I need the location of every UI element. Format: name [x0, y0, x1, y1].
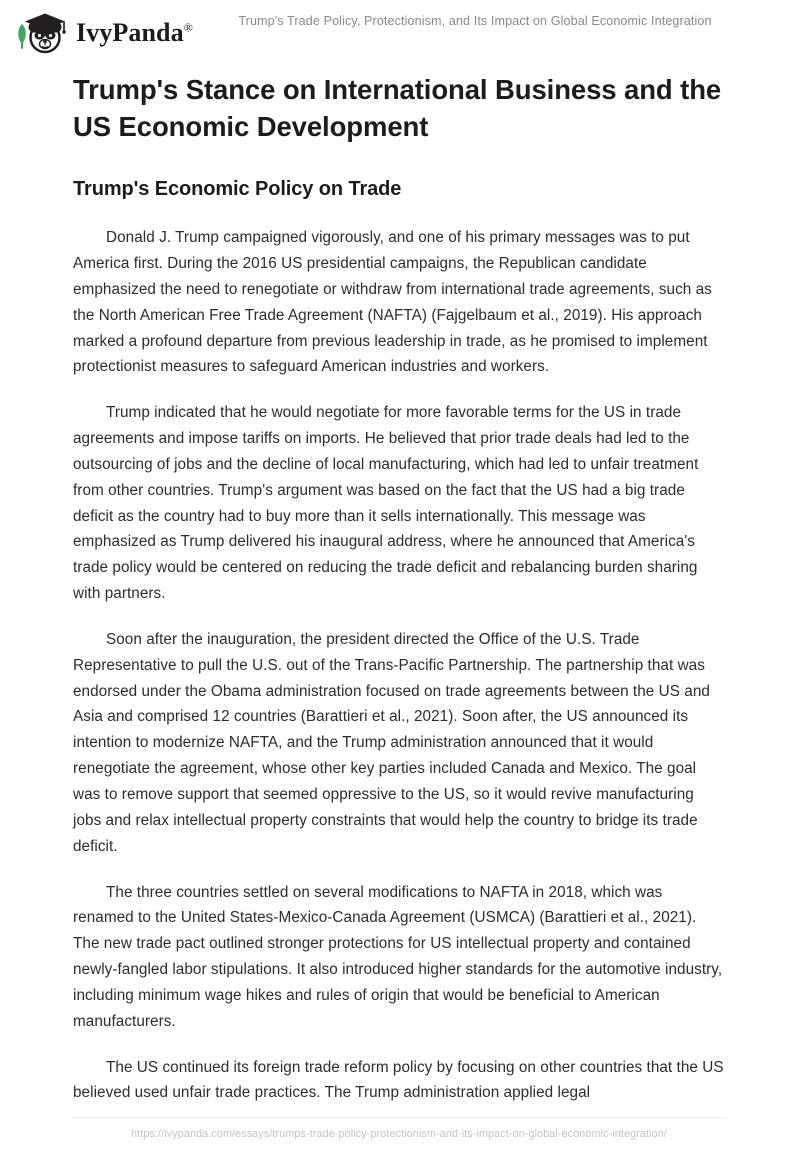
- running-header-title: Trump's Trade Policy, Protectionism, and Its Impact on Global Economic Integration: [238, 14, 712, 28]
- section-heading: Trump's Economic Policy on Trade: [73, 178, 402, 201]
- article-text: [73, 203, 725, 1106]
- page-footer: [73, 1117, 725, 1140]
- page-title: Trump's Stance on International Business and the US Economic Development: [73, 74, 722, 142]
- document-body: [73, 72, 725, 1106]
- paragraph: Soon after the inauguration, the president directed the Office of the U.S. Trade Representative to pull the U.S. out of the Trans-Pacific Partnership. The partnership that was endorsed under the Obama administration focused on trade agreements between the US and Asia and comprised 12 countries (Barattieri et al., 2021). Soon after, the US announced its intention to modernize NAFTA, and the Trump administration announced that it would renegotiate the agreement, whose other key parties included Canada and Mexico. The goal was to remove support that seemed oppressive to the US, so it would revive manufacturing jobs and relax intellectual property constraints that would help the country to bridge its trade deficit.: [73, 630, 710, 855]
- page-header: [0, 0, 800, 62]
- paragraph: The US continued its foreign trade reform policy by focusing on other countries that the US believed used unfair trade practices. The Trump administration applied legal: [73, 1058, 724, 1102]
- paragraph: Donald J. Trump campaigned vigorously, and one of his primary messages was to put America first. During the 2016 US presidential campaigns, the Republican candidate emphasized the need to renegotiate or withdraw from international trade agreements, such as the North American Free Trade Agreement (NAFTA) (Fajgelbaum et al., 2019). His approach marked a profound departure from previous leadership in trade, as he promised to implement protectionist measures to safeguard American industries and workers.: [73, 229, 712, 376]
- paragraph: Trump indicated that he would negotiate for more favorable terms for the US in trade agreements and impose tariffs on imports. He believed that prior trade deals had led to the outsourcing of jobs and the decline of local manufacturing, which had led to unfair treatment from other countries. Trump's argument was based on the fact that the US had a big trade deficit as the country had to buy more than it sells internationally. This message was emphasized as Trump delivered his inaugural address, where he announced that America's trade policy would be centered on reducing the trade deficit and rebalancing burden sharing with partners.: [73, 404, 699, 603]
- brand-name-text: IvyPanda: [76, 18, 184, 47]
- registered-trademark-icon: ®: [183, 20, 193, 35]
- paragraph: The three countries settled on several modifications to NAFTA in 2018, which was renamed to the United States-Mexico-Canada Agreement (USMCA) (Barattieri et al., 2021). The new trade pact outlined stronger protections for US intellectual property and contained newly-fangled labor stipulations. It also introduced higher standards for the automotive industry, including minimum wage hikes and rules of origin that would be beneficial to American manufacturers.: [73, 883, 723, 1030]
- footer-divider: [73, 1117, 725, 1118]
- source-url[interactable]: https://ivypanda.com/essays/trumps-trade-policy-protectionism-and-its-impact-on-global-economic-integration/: [131, 1128, 667, 1140]
